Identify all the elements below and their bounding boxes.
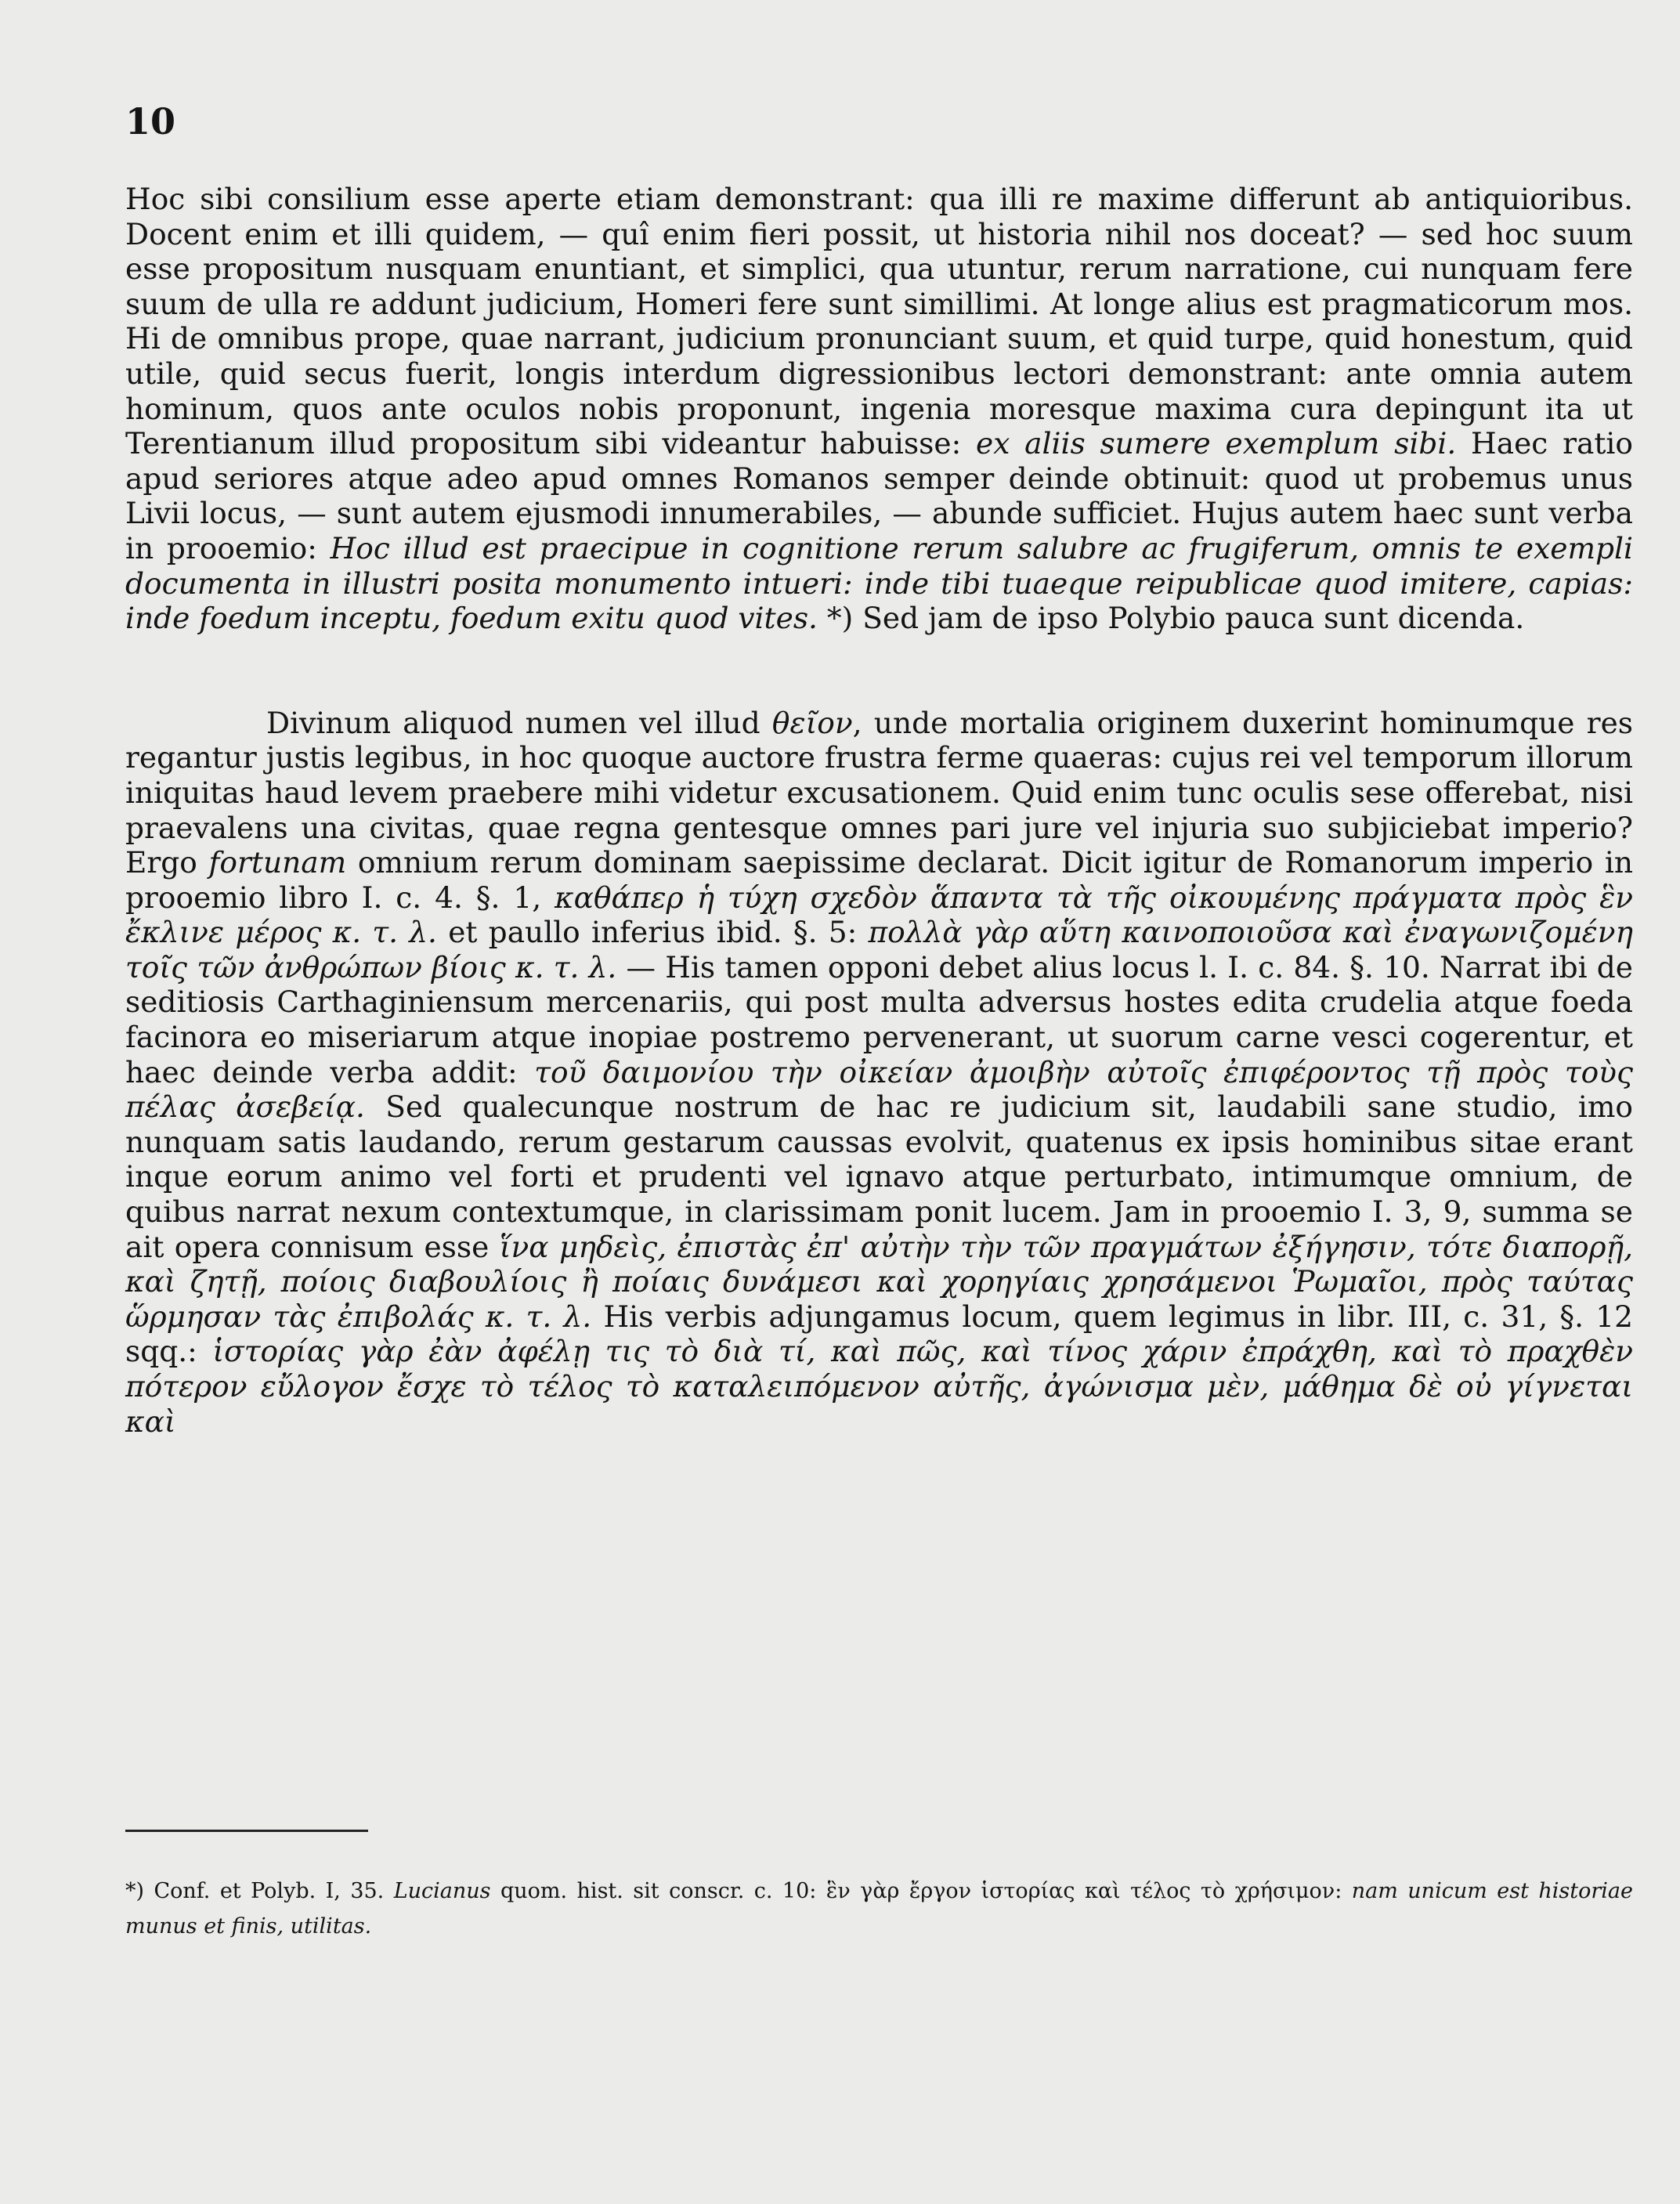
page-number: 10 (125, 100, 176, 143)
p1-text-1: Hoc sibi consilium esse aperte etiam demonstrant: qua illi re maxime differunt ab antiquioribus. Docent enim et illi quidem, — quî enim fieri possit, ut historia nihil nos doceat? — sed hoc suum esse propositum nusquam enuntiant, et simplici, qua utuntur, rerum narratione, cui nunquam fere suum de ulla re addunt judicium, Homeri fere sunt simillimi. At longe alius est pragmaticorum mos. Hi de omnibus prope, quae narrant, judicium pronunciant suum, et quid turpe, quid honestum, quid utile, quid secus fuerit, longis interdum digressionibus lectori demonstrant: ante omnia autem hominum, quos ante oculos nobis proponunt, ingenia moresque maxima cura depingunt ita ut Terentianum illud propositum sibi videantur habuisse: (125, 182, 1633, 461)
p2-greek-5: ἵνα μηδεὶς, ἐπιστὰς ἐπ' αὐτὴν τὴν τῶν πραγμάτων ἐξήγησιν, τότε διαπορῇ, καὶ ζητῇ, ποίοις διαβουλίοις ἢ ποίαις δυνάμεσι καὶ χορηγίαις χρησάμενοι Ῥωμαῖοι, πρὸς ταύτας ὥρμησαν τὰς ἐπιβολάς κ. τ. λ. (125, 1229, 1633, 1334)
p2-text-2: , unde mortalia originem duxerint hominumque res regantur justis legibus, in hoc quoque auctore frustra ferme quaeras: cujus rei vel temporum illorum iniquitas haud levem praebere mihi videtur excusationem. Quid enim tunc oculis sese offerebat, nisi praevalens una civitas, quae regna gentesque omnes pari jure vel injuria suo subjiciebat imperio? Ergo (125, 705, 1634, 880)
footnote-greek: ἓν γὰρ ἔργον ἱστορίας καὶ τέλος τὸ χρήσιμον: (826, 1879, 1342, 1903)
p1-text-3: *) Sed jam de ipso Polybio pauca sunt dicenda. (826, 601, 1525, 636)
p2-text-7: His verbis adjungamus locum, quem legimus in libr. III, c. 31, §. 12 sqq.: (125, 1299, 1634, 1369)
p2-italic-1: fortunam (208, 845, 347, 880)
paragraph-1 (125, 182, 1633, 636)
p1-italic-1: ex aliis sumere exemplum sibi. (976, 426, 1457, 461)
p2-greek-1: θεῖον (771, 705, 853, 740)
p2-greek-3: πολλὰ γὰρ αὕτη καινοποιοῦσα καὶ ἐναγωνιζομένη τοῖς τῶν ἀνθρώπων βίοις κ. τ. λ. (125, 915, 1634, 985)
p1-livy-quote: Hoc illud est praecipue in cognitione rerum salubre ac frugiferum, omnis te exempli documenta in illustri posita monumento intueri: inde tibi tuaeque reipublicae quod imitere, capias: inde foedum inceptu, foedum exitu quod vites. (125, 530, 1634, 636)
p2-greek-2: καθάπερ ἡ τύχη σχεδὸν ἅπαντα τὰ τῆς οἰκουμένης πράγματα πρὸς ἓν ἔκλινε μέρος κ. τ. λ. (125, 880, 1634, 950)
footnote-author: Lucianus (393, 1879, 491, 1903)
paragraph-2 (125, 706, 1633, 1439)
p2-text-1: Divinum aliquod numen vel illud (266, 705, 761, 740)
footnote-marker: *) Conf. et Polyb. I, 35. (125, 1879, 385, 1903)
p2-text-3: omnium rerum dominam saepissime declarat. Dicit igitur de Romanorum imperio in prooemio libro I. c. 4. §. 1, (125, 845, 1633, 915)
footnote-divider (125, 1830, 368, 1832)
p1-text-2: Haec ratio apud seriores atque adeo apud omnes Romanos semper deinde obtinuit: quod ut probemus unus Livii locus, — sunt autem ejusmodi innumerabiles, — abunde sufficiet. Hujus autem haec sunt verba in prooemio: (125, 426, 1634, 565)
p2-greek-6: ἱστορίας γὰρ ἐὰν ἀφέλῃ τις τὸ διὰ τί, καὶ πῶς, καὶ τίνος χάριν ἐπράχθη, καὶ τὸ πραχθὲν πότερον εὔλογον ἔσχε τὸ τέλος τὸ καταλειπόμενον αὐτῆς, ἀγώνισμα μὲν, μάθημα δὲ οὐ γίγνεται καὶ (125, 1334, 1634, 1439)
p2-text-5: — His tamen opponi debet alius locus l. I. c. 84. §. 10. Narrat ibi de seditiosis Carthaginiensum mercenariis, qui post multa adversus hostes edita crudelia atque foeda facinora eo miseriarum atque inopiae postremo pervenerant, ut suorum carne vesci cogerentur, et haec deinde verba addit: (125, 949, 1633, 1089)
p2-text-4: et paullo inferius ibid. §. 5: (448, 915, 858, 950)
footnote (125, 1873, 1633, 1944)
p2-text-6: Sed qualecunque nostrum de hac re judicium sit, laudabili sane studio, imo nunquam satis laudando, rerum gestarum caussas evolvit, quatenus ex ipsis hominibus sitae erant inque eorum animo vel forti et prudenti vel ignavo atque perturbato, intimumque omnium, de quibus narrat nexum contextumque, in clarissimam ponit lucem. Jam in prooemio I. 3, 9, summa se ait opera connisum esse (125, 1089, 1634, 1264)
footnote-latin: nam unicum est historiae munus et finis, utilitas. (125, 1879, 1633, 1938)
p2-greek-4: τοῦ δαιμονίου τὴν οἰκείαν ἀμοιβὴν αὐτοῖς ἐπιφέροντος τῇ πρὸς τοὺς πέλας ἀσεβείᾳ. (125, 1054, 1633, 1125)
body-text (125, 182, 1633, 1439)
footnote-text: quom. hist. sit conscr. c. 10: (500, 1879, 817, 1903)
